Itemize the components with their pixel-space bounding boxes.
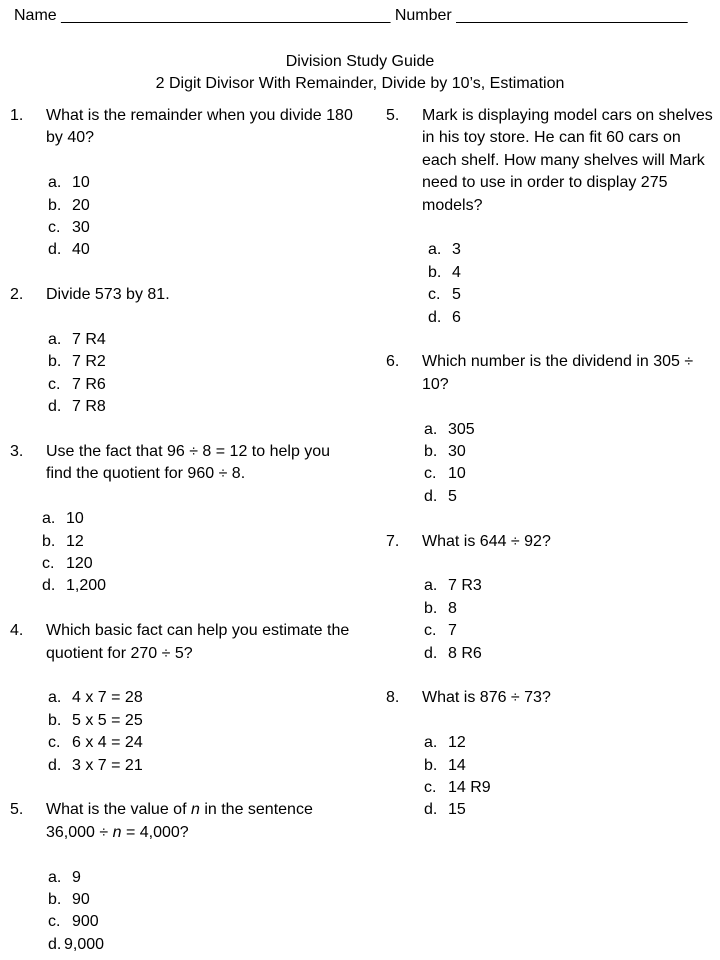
question-5-left — [10, 799, 360, 956]
option-c: c. 5 — [428, 286, 461, 304]
answer-options — [424, 732, 716, 822]
option-b: b. 7 R2 — [48, 353, 106, 371]
option-c: c. 120 — [42, 555, 93, 573]
option-c: c. 30 — [48, 219, 90, 237]
question-text: What is the remainder when you divide 180 by 40? — [46, 107, 353, 147]
option-d: d. 3 x 7 = 21 — [48, 756, 143, 774]
question-number: 4. — [10, 622, 24, 640]
option-c: c. 6 x 4 = 24 — [48, 734, 143, 752]
option-c: c. 7 — [424, 622, 457, 640]
option-c: c. 7 R6 — [48, 375, 106, 393]
name-blank: _____________________________________ — [61, 7, 391, 24]
answer-options — [42, 508, 360, 598]
question-2 — [10, 284, 360, 441]
title-line-2: 2 Digit Divisor With Remainder, Divide by 10’s, Estimation — [155, 75, 565, 92]
option-b: b. 12 — [42, 532, 84, 550]
option-a: a. 10 — [48, 174, 90, 192]
question-text: Which number is the dividend in 305 ÷ 10? — [422, 353, 694, 393]
question-number: 2. — [10, 286, 24, 304]
option-d: d. 6 — [428, 308, 461, 326]
answer-options — [48, 867, 360, 957]
answer-options — [428, 239, 716, 329]
question-text: Mark is displaying model cars on shelves in his toy store. He can fit 60 cars on each shelf. How many shelves will Mark need to use in order to display 275 models? — [422, 107, 713, 214]
answer-options — [424, 419, 716, 509]
answer-options — [48, 329, 360, 419]
option-d: d. 8 R6 — [424, 644, 482, 662]
answer-options — [48, 172, 360, 262]
option-c: c. 900 — [48, 913, 99, 931]
answer-options — [424, 575, 716, 665]
question-text: Which basic fact can help you estimate the quotient for 270 ÷ 5? — [46, 622, 350, 662]
question-number: 5. — [386, 107, 400, 124]
question-text: What is 644 ÷ 92? — [422, 532, 551, 550]
option-b: b. 14 — [424, 756, 466, 774]
question-7 — [386, 531, 716, 688]
question-6 — [386, 351, 716, 530]
option-a: a. 305 — [424, 420, 475, 438]
answer-options — [48, 687, 360, 777]
option-d: d. 7 R8 — [48, 398, 106, 416]
question-5-right — [386, 105, 716, 351]
left-column — [10, 105, 360, 956]
number-label: Number — [394, 7, 452, 24]
question-text: Use the fact that 96 ÷ 8 = 12 to help you find the quotient for 960 ÷ 8. — [46, 443, 331, 483]
question-number: 6. — [386, 353, 400, 371]
question-number: 1. — [10, 107, 24, 124]
option-d: d. 5 — [424, 487, 457, 505]
option-a: a. 3 — [428, 241, 461, 259]
option-a: a. 7 R4 — [48, 331, 106, 349]
option-d: d. 9,000 — [48, 935, 105, 953]
title-line-1: Division Study Guide — [285, 53, 435, 70]
question-text: What is 876 ÷ 73? — [422, 689, 551, 707]
option-a: a. 12 — [424, 734, 466, 752]
option-a: a. 10 — [42, 510, 84, 528]
page-title — [0, 51, 720, 95]
question-3 — [10, 441, 360, 620]
question-number: 7. — [386, 532, 400, 550]
option-b: b. 4 — [428, 263, 461, 281]
question-number: 8. — [386, 689, 400, 707]
right-column — [386, 105, 716, 822]
option-b: b. 30 — [424, 443, 466, 461]
option-b: b. 5 x 5 = 25 — [48, 711, 143, 729]
option-b: b. 20 — [48, 196, 90, 214]
question-4 — [10, 620, 360, 799]
option-c: c. 10 — [424, 465, 466, 483]
question-8 — [386, 687, 716, 821]
option-b: b. 8 — [424, 599, 457, 617]
question-1 — [10, 105, 360, 284]
option-a: a. 4 x 7 = 28 — [48, 689, 143, 707]
question-text: Divide 573 by 81. — [46, 286, 170, 304]
option-a: a. 7 R3 — [424, 577, 482, 595]
question-text: What is the value of n in the sentence 36,000 ÷ n = 4,000? — [46, 801, 313, 841]
name-label: Name — [14, 7, 57, 24]
option-a: a. 9 — [48, 868, 81, 886]
option-c: c. 14 R9 — [424, 779, 491, 797]
question-number: 5. — [10, 801, 24, 819]
header-line — [14, 6, 714, 26]
option-d: d. 1,200 — [42, 577, 107, 595]
option-b: b. 90 — [48, 891, 90, 909]
question-number: 3. — [10, 443, 24, 461]
option-d: d. 40 — [48, 241, 90, 259]
option-d: d. 15 — [424, 801, 466, 819]
number-blank: __________________________ — [456, 7, 688, 24]
